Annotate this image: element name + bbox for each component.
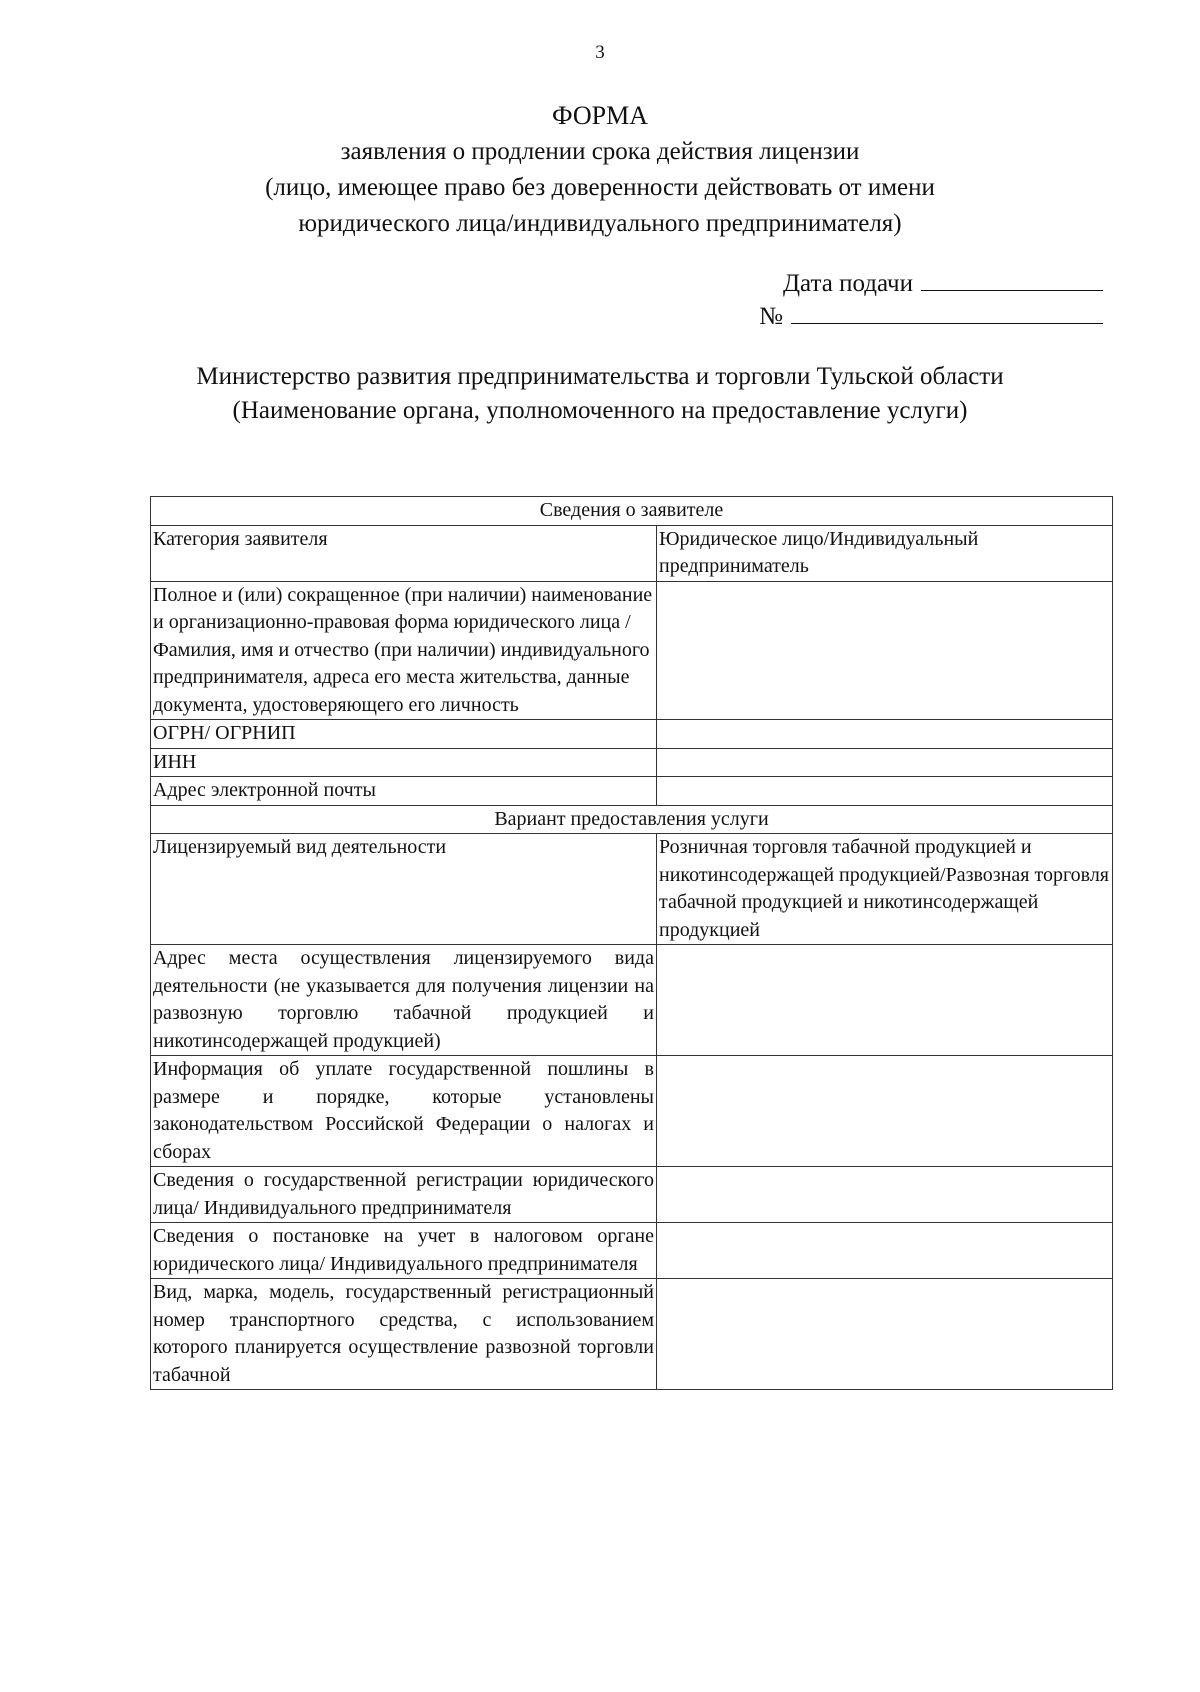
table-row	[151, 945, 1113, 1056]
applicant-category-value: Юридическое лицо/Индивидуальный предприниматель	[657, 525, 1113, 581]
table-row	[151, 720, 1113, 749]
table-row	[151, 581, 1113, 720]
licensed-activity-label: Лицензируемый вид деятельности	[151, 834, 657, 945]
table-row	[151, 748, 1113, 777]
form-title-line-2: заявления о продлении срока действия лицензии	[340, 138, 860, 165]
section-header-service-variant: Вариант предоставления услуги	[151, 805, 1113, 834]
table-row	[151, 497, 1113, 526]
applicant-name-value-cell[interactable]	[657, 581, 1113, 720]
table-row	[151, 525, 1113, 581]
state-fee-label: Информация об уплате государственной пошлины в размере и порядке, которые установлены законодательством Российской Федерации о налогах и сборах	[151, 1056, 657, 1167]
submission-date	[783, 268, 1103, 298]
activity-address-label: Адрес места осуществления лицензируемого вида деятельности (не указывается для получения лицензии на развозную торговлю табачной продукцией и никотинсодержащей продукцией)	[151, 945, 657, 1056]
licensed-activity-value: Розничная торговля табачной продукцией и никотинсодержащей продукцией/Развозная торговля табачной продукцией и никотинсодержащей продукцией	[657, 834, 1113, 945]
inn-label: ИНН	[151, 748, 657, 777]
vehicle-info-label: Вид, марка, модель, государственный регистрационный номер транспортного средства, с использованием которого планируется осуществление развозной торговли табачной	[151, 1279, 657, 1390]
table-row	[151, 1223, 1113, 1279]
tax-registration-label: Сведения о постановке на учет в налоговом органе юридического лица/ Индивидуального предпринимателя	[151, 1223, 657, 1279]
activity-address-value-cell[interactable]	[657, 945, 1113, 1056]
submission-date-blank[interactable]	[921, 268, 1103, 291]
form-title	[0, 98, 1200, 242]
applicant-name-label: Полное и (или) сокращенное (при наличии) наименование и организационно-правовая форма юридического лица /Фамилия, имя и отчество (при наличии) индивидуального предпринимателя, адреса его места жительства, данные документа, удостоверяющего его личность	[151, 581, 657, 720]
table-row	[151, 834, 1113, 945]
submission-number	[759, 301, 1103, 331]
state-registration-label: Сведения о государственной регистрации юридического лица/ Индивидуального предпринимателя	[151, 1167, 657, 1223]
applicant-info-table	[150, 496, 1113, 1390]
table-row	[151, 1167, 1113, 1223]
table-row	[151, 1279, 1113, 1390]
email-value-cell[interactable]	[657, 777, 1113, 806]
submission-number-label: №	[759, 303, 783, 330]
form-title-line-3: (лицо, имеющее право без доверенности действовать от имени	[265, 174, 935, 201]
state-registration-value-cell[interactable]	[657, 1167, 1113, 1223]
applicant-category-label: Категория заявителя	[151, 525, 657, 581]
tax-registration-value-cell[interactable]	[657, 1223, 1113, 1279]
vehicle-info-value-cell[interactable]	[657, 1279, 1113, 1390]
table-row	[151, 777, 1113, 806]
state-fee-value-cell[interactable]	[657, 1056, 1113, 1167]
email-label: Адрес электронной почты	[151, 777, 657, 806]
ogrn-value-cell[interactable]	[657, 720, 1113, 749]
inn-value-cell[interactable]	[657, 748, 1113, 777]
form-title-line-4: юридического лица/индивидуального предпринимателя)	[298, 210, 902, 237]
table-row	[151, 805, 1113, 834]
ogrn-label: ОГРН/ ОГРНИП	[151, 720, 657, 749]
table-row	[151, 1056, 1113, 1167]
section-header-applicant: Сведения о заявителе	[151, 497, 1113, 526]
submission-date-label: Дата подачи	[782, 270, 913, 297]
submission-number-blank[interactable]	[791, 301, 1103, 324]
authority-name: Министерство развития предпринимательства и торговли Тульской области	[196, 363, 1004, 390]
form-title-line-1: ФОРМА	[552, 101, 648, 130]
authority-caption: (Наименование органа, уполномоченного на предоставление услуги)	[232, 397, 968, 424]
authority-block	[0, 360, 1200, 428]
page-number: 3	[595, 42, 605, 63]
